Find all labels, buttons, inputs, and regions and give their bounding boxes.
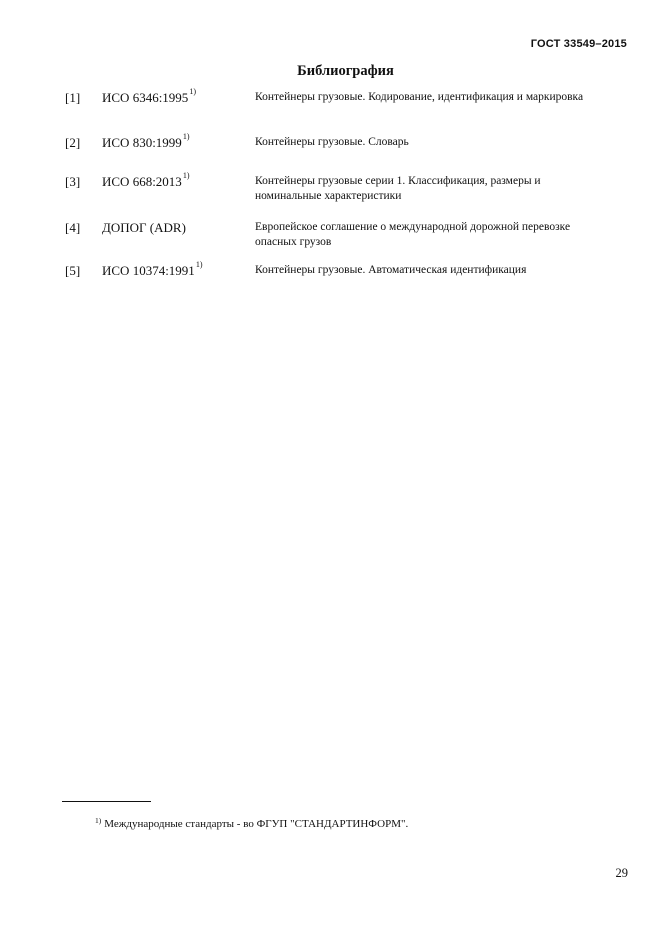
footnote (95, 818, 408, 830)
reference-code: ДОПОГ (ADR) (102, 220, 186, 235)
entry-description: Контейнеры грузовые. Кодирование, идентификация и маркировка (255, 91, 584, 103)
entry-description: Контейнеры грузовые. Словарь (255, 136, 409, 148)
entry-reference (102, 220, 187, 236)
entry-reference (102, 132, 190, 151)
page-title: Библиография (297, 63, 394, 79)
reference-code: ИСО 10374:1991 (102, 263, 195, 278)
footnote-mark: 1) (195, 260, 203, 269)
entry-number: [3] (65, 174, 81, 189)
reference-code: ИСО 830:1999 (102, 135, 182, 150)
footnote-mark: 1) (182, 171, 190, 180)
footnote-mark: 1) (189, 87, 196, 96)
page-number: 29 (615, 866, 628, 880)
entry-number: [4] (65, 220, 81, 235)
footnote-divider (62, 801, 151, 802)
footnote-mark: 1) (95, 816, 102, 825)
entry-number: [2] (65, 135, 81, 150)
entry-description: Контейнеры грузовые. Автоматическая идентификация (255, 264, 527, 276)
reference-code: ИСО 6346:1995 (102, 90, 189, 105)
entry-reference (102, 171, 190, 190)
reference-code: ИСО 668:2013 (102, 174, 182, 189)
document-code: ГОСТ 33549–2015 (530, 38, 627, 50)
entry-number: [1] (65, 90, 81, 105)
footnote-text: Международные стандарты - во ФГУП "СТАНДАРТИНФОРМ". (104, 818, 409, 830)
entry-number: [5] (65, 263, 81, 278)
entry-description: Контейнеры грузовые серии 1. Классификация, размеры и номинальные характеристики (255, 175, 541, 202)
entry-reference (102, 260, 203, 279)
footnote-mark: 1) (182, 132, 190, 141)
entry-reference (102, 87, 196, 106)
entry-description: Европейское соглашение о международной дорожной перевозке опасных грузов (255, 221, 571, 248)
